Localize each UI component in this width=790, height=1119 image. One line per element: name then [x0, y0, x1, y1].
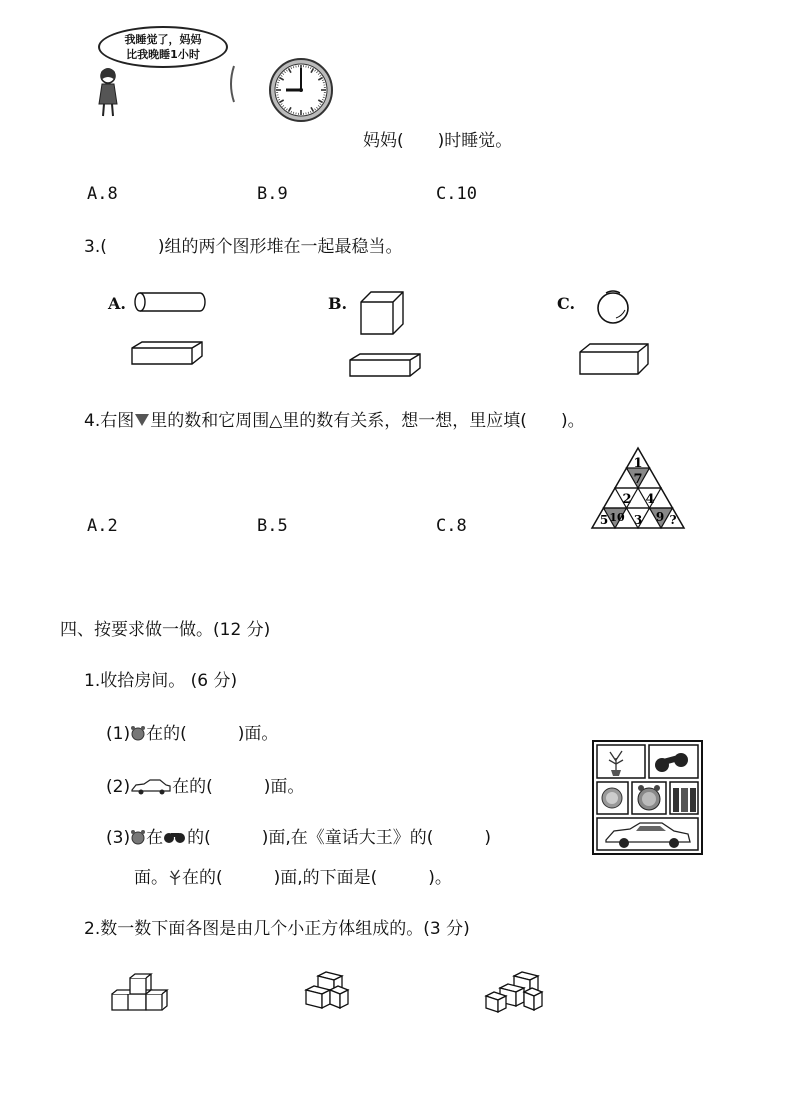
q1-line3-text: 的( )面,在《童话大王》的( ) [187, 828, 492, 848]
speech-line-2: 比我晚睡1小时 [126, 48, 200, 61]
shelf-books-icon [673, 788, 696, 812]
q3-label-b[interactable]: B. [328, 294, 348, 313]
sphere-icon [596, 288, 632, 326]
tri-num-6: 10 [609, 511, 625, 524]
q3-label-c[interactable]: C. [557, 294, 576, 313]
q2-option-c[interactable]: C.10 [436, 184, 477, 204]
speech-line-1: 我睡觉了，妈妈 [124, 33, 202, 46]
tri-num-8: 9 [655, 510, 665, 524]
tri-num-9: ? [669, 513, 677, 527]
tri-num-3: 2 [622, 492, 632, 507]
alarm-clock-icon [130, 725, 146, 741]
q2-statement: 妈妈( )时睡觉。 [363, 131, 513, 151]
q4-option-b[interactable]: B.5 [257, 516, 288, 536]
speech-bubble [98, 26, 228, 68]
q1-line1 [106, 723, 278, 745]
q2-option-a[interactable]: A.8 [87, 184, 118, 204]
tri-num-7: 3 [633, 513, 643, 527]
q1-line4-start: 面。 [134, 868, 168, 888]
cube-icon [358, 290, 406, 336]
binoculars-icon [163, 829, 187, 845]
q1-line4-text: 在的( )面,的下面是( )。 [182, 868, 452, 888]
cuboid-c-icon [578, 342, 652, 376]
q4-option-c[interactable]: C.8 [436, 516, 467, 536]
shelf-clock-icon [602, 788, 622, 808]
q2-option-b[interactable]: B.9 [257, 184, 288, 204]
q1-line2 [106, 776, 304, 798]
car-icon [130, 779, 172, 795]
q1-line3 [106, 827, 491, 849]
shelf-diagram [592, 740, 704, 856]
q1-line4 [134, 867, 452, 889]
cylinder-icon [134, 290, 208, 314]
alarm-clock-icon [130, 829, 146, 845]
q1-line1-text: 在的( )面。 [146, 724, 279, 744]
tri-num-5: 5 [599, 513, 609, 527]
divider-arc [226, 64, 238, 104]
q1-line3-index: (3) [106, 828, 131, 848]
cube-figure-1-icon [110, 972, 170, 1012]
q4-question [84, 410, 585, 432]
tri-num-1: 1 [633, 456, 643, 471]
q4-question-suffix: 里的数和它周围△里的数有关系，想一想，里应填( )。 [150, 411, 585, 431]
clock-icon [266, 56, 336, 124]
q1-line1-index: (1) [106, 724, 131, 744]
q3-question: 3.( )组的两个图形堆在一起最稳当。 [84, 237, 403, 257]
cube-figure-2-icon [302, 972, 352, 1012]
cube-figure-3-icon [484, 970, 546, 1014]
plant-icon [168, 868, 182, 886]
tri-num-4: 4 [645, 492, 655, 507]
q4-option-a[interactable]: A.2 [87, 516, 118, 536]
girl-figure-icon [92, 66, 124, 118]
cuboid-b-icon [348, 352, 424, 378]
q1-line3-zai: 在 [146, 828, 164, 848]
shelf-alarm-clock-icon [638, 785, 660, 810]
section4-q2-title: 2.数一数下面各图是由几个小正方体组成的。(3 分) [84, 919, 470, 939]
q4-question-prefix: 4.右图 [84, 411, 135, 431]
number-triangle-diagram [590, 446, 686, 530]
q1-line2-index: (2) [106, 777, 131, 797]
down-triangle-icon [134, 413, 150, 427]
section4-q1-title: 1.收拾房间。 (6 分) [84, 671, 238, 691]
section4-title: 四、按要求做一做。(12 分) [60, 620, 271, 640]
tri-num-2: 7 [633, 472, 643, 487]
q3-label-a[interactable]: A. [108, 294, 126, 313]
cuboid-a-icon [130, 340, 206, 366]
q1-line2-text: 在的( )面。 [172, 777, 305, 797]
